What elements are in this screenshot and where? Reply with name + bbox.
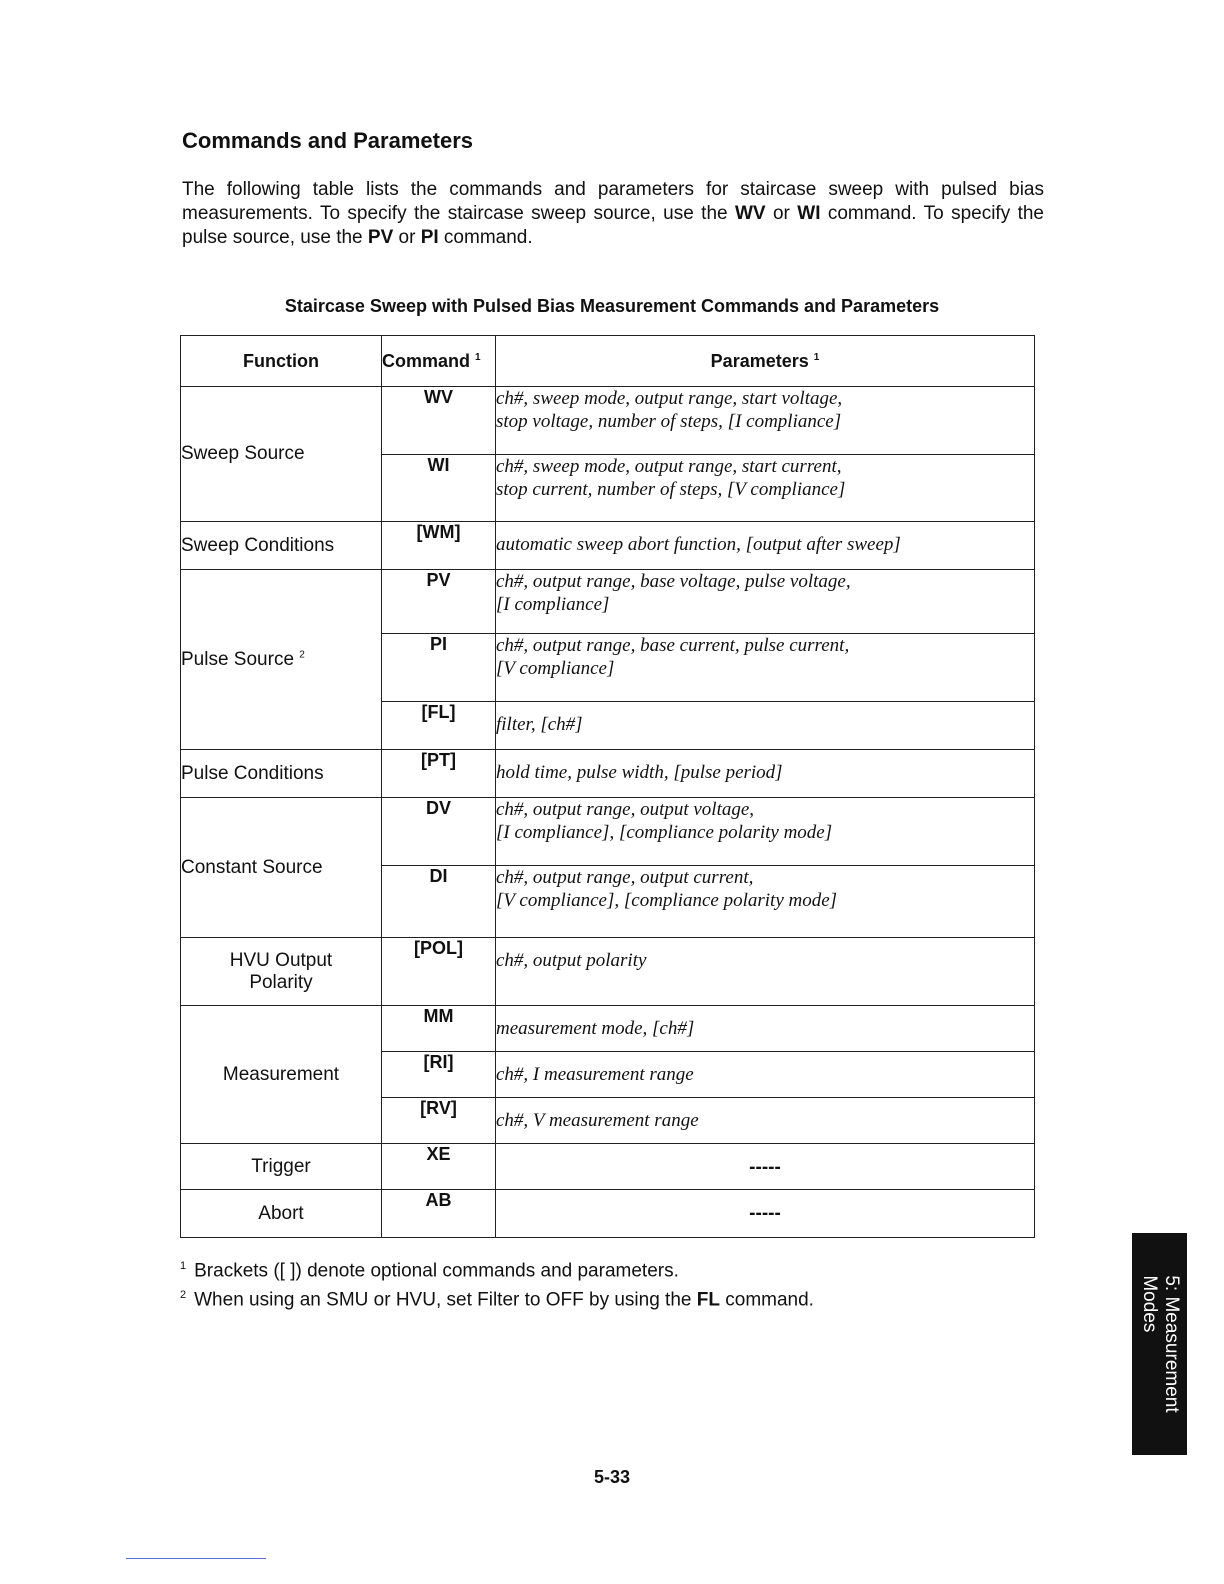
section-heading: Commands and Parameters: [182, 128, 473, 153]
table-row: [181, 522, 1035, 570]
parameters-cell: ch#, sweep mode, output range, start voltage, stop voltage, number of steps, [I compliance]: [496, 387, 1035, 455]
intro-text-2: command. To specify the pulse source, use the: [182, 203, 1044, 248]
table-row: [181, 570, 1035, 634]
command-cell: AB: [382, 1190, 496, 1238]
command-cell: MM: [382, 1006, 496, 1052]
command-cell: PI: [382, 634, 496, 702]
table-header-row: [181, 336, 1035, 387]
command-cell: [RI]: [382, 1052, 496, 1098]
function-cell: Sweep Source: [181, 387, 382, 522]
chapter-tab: [1132, 1233, 1187, 1455]
function-cell: Sweep Conditions: [181, 522, 382, 570]
table-row: [181, 938, 1035, 1006]
intro-cmd-pi: PI: [420, 227, 439, 248]
command-cell: [RV]: [382, 1098, 496, 1144]
intro-cmd-wi: WI: [797, 203, 821, 224]
command-cell: PV: [382, 570, 496, 634]
table-row: [181, 750, 1035, 798]
function-note: 2: [299, 649, 305, 661]
function-cell: Trigger: [181, 1144, 382, 1190]
parameters-cell: ch#, I measurement range: [496, 1052, 1035, 1098]
function-cell: Measurement: [181, 1006, 382, 1144]
command-cell: WI: [382, 455, 496, 522]
parameters-cell: ch#, output range, output current, [V compliance], [compliance polarity mode]: [496, 866, 1035, 938]
header-function: Function: [181, 336, 382, 387]
function-cell: Abort: [181, 1190, 382, 1238]
table-row: [181, 1144, 1035, 1190]
intro-text-or-1: or: [765, 203, 798, 224]
table-row: [181, 1006, 1035, 1052]
page-number: 5-33: [593, 1467, 631, 1487]
table-row: [181, 387, 1035, 455]
chapter-tab-label: 5: Measurement Modes: [1138, 1275, 1182, 1413]
parameters-cell: hold time, pulse width, [pulse period]: [496, 750, 1035, 798]
header-parameters: Parameters $^1$: [496, 336, 1035, 387]
footnote-2: $^2$ When using an SMU or HVU, set Filter to OFF by using the FL command.: [180, 1289, 814, 1311]
intro-text-1: The following table lists the commands and parameters for staircase sweep with pulsed bias measurements. To specify the staircase sweep source, use the: [182, 179, 1044, 224]
parameters-cell: ch#, V measurement range: [496, 1098, 1035, 1144]
command-cell: [POL]: [382, 938, 496, 1006]
footnote-1: $^1$ Brackets ([ ]) denote optional commands and parameters.: [180, 1260, 679, 1282]
intro-text-3: command.: [438, 227, 533, 248]
command-cell: WV: [382, 387, 496, 455]
parameters-cell: ch#, output range, base current, pulse current, [V compliance]: [496, 634, 1035, 702]
command-cell: [PT]: [382, 750, 496, 798]
parameters-cell: ch#, sweep mode, output range, start current, stop current, number of steps, [V compliance]: [496, 455, 1035, 522]
parameters-cell: ch#, output polarity: [496, 938, 1035, 1006]
command-cell: [WM]: [382, 522, 496, 570]
parameters-cell: -----: [496, 1144, 1035, 1190]
intro-text-or-2: or: [393, 227, 421, 248]
intro-paragraph: [182, 178, 1044, 250]
parameters-cell: ch#, output range, base voltage, pulse voltage, [I compliance]: [496, 570, 1035, 634]
function-cell: Pulse Source $^2$: [181, 570, 382, 750]
parameters-cell: measurement mode, [ch#]: [496, 1006, 1035, 1052]
function-cell: Pulse Conditions: [181, 750, 382, 798]
command-cell: XE: [382, 1144, 496, 1190]
parameters-cell: ch#, output range, output voltage, [I compliance], [compliance polarity mode]: [496, 798, 1035, 866]
footnotes: [180, 1254, 814, 1313]
parameters-cell: filter, [ch#]: [496, 702, 1035, 750]
intro-cmd-pv: PV: [367, 227, 394, 248]
intro-cmd-wv: WV: [734, 203, 766, 224]
command-cell: [FL]: [382, 702, 496, 750]
parameters-cell: automatic sweep abort function, [output after sweep]: [496, 522, 1035, 570]
footnote-cmd-fl: FL: [696, 1289, 720, 1311]
function-cell: HVU Output Polarity: [181, 938, 382, 1006]
table-row: [181, 1190, 1035, 1238]
command-cell: DV: [382, 798, 496, 866]
bottom-rule: [126, 1558, 266, 1559]
command-cell: DI: [382, 866, 496, 938]
parameters-cell: -----: [496, 1190, 1035, 1238]
header-command: Command $^1$: [382, 336, 496, 387]
header-parameters-note: 1: [813, 351, 820, 363]
table-row: [181, 798, 1035, 866]
table-title: Staircase Sweep with Pulsed Bias Measurement Commands and Parameters: [284, 296, 940, 316]
header-command-note: 1: [475, 351, 481, 363]
function-cell: Constant Source: [181, 798, 382, 938]
command-table: [180, 335, 1035, 1238]
